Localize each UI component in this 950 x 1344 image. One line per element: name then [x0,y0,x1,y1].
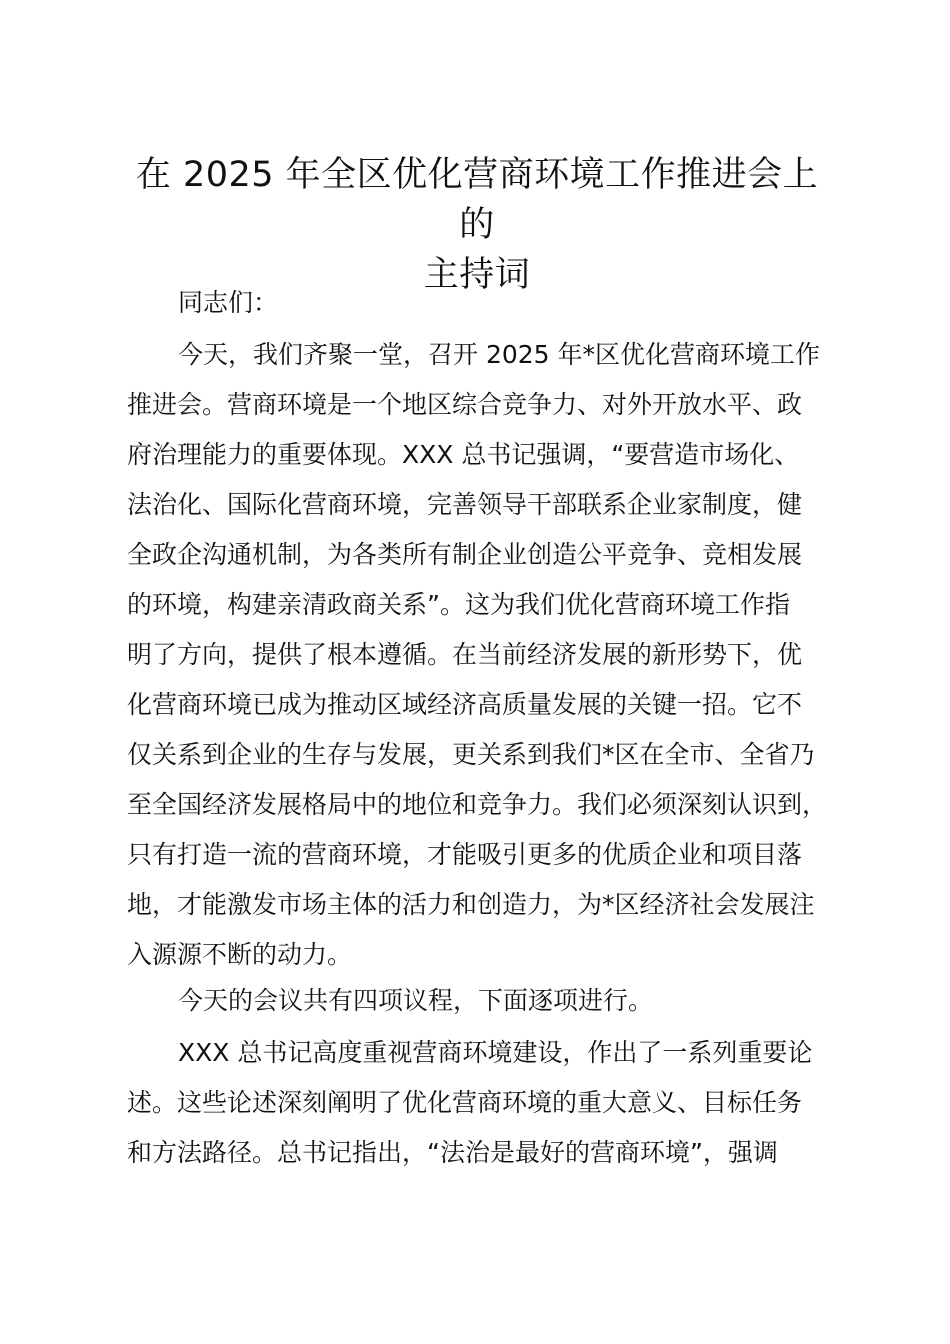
paragraph-2 [127,976,837,1026]
paragraph-1-line: 法治化、国际化营商环境，完善领导干部联系企业家制度，健 [127,490,803,519]
paragraph-1 [127,330,837,980]
salutation [127,278,837,328]
title-line-1: 在 2025 年全区优化营商环境工作推进会上的 [135,155,819,245]
paragraph-1-line: 化营商环境已成为推动区域经济高质量发展的关键一招。它不 [127,690,803,719]
paragraph-1-line: 全政企沟通机制，为各类所有制企业创造公平竞争、竞相发展 [127,540,803,569]
paragraph-1-line: 仅关系到企业的生存与发展，更关系到我们*区在全市、全省乃 [127,740,815,769]
paragraph-1-line: 的环境，构建亲清政商关系”。这为我们优化营商环境工作指 [127,590,790,619]
salutation-text: 同志们： [178,288,279,317]
paragraph-3-line: XXX 总书记高度重视营商环境建设，作出了一系列重要论 [178,1038,813,1067]
paragraph-1-line: 明了方向，提供了根本遵循。在当前经济发展的新形势下，优 [127,640,803,669]
paragraph-1-line: 推进会。营商环境是一个地区综合竞争力、对外开放水平、政 [127,390,803,419]
paragraph-1-line: 只有打造一流的营商环境，才能吸引更多的优质企业和项目落 [127,840,803,869]
paragraph-1-line: 今天，我们齐聚一堂，召开 2025 年*区优化营商环境工作 [178,340,821,369]
paragraph-3-line: 和方法路径。总书记指出，“法治是最好的营商环境”，强调 [127,1138,778,1167]
paragraph-3-line: 述。这些论述深刻阐明了优化营商环境的重大意义、目标任务 [127,1088,803,1117]
paragraph-1-line: 地，才能激发市场主体的活力和创造力，为*区经济社会发展注 [127,890,815,919]
paragraph-1-line: 入源源不断的动力。 [127,940,353,969]
paragraph-2-line: 今天的会议共有四项议程，下面逐项进行。 [178,986,654,1015]
title-line-2: 主持词 [423,255,531,295]
paragraph-1-line: 府治理能力的重要体现。XXX 总书记强调，“要营造市场化、 [127,440,800,469]
paragraph-3 [127,1028,837,1178]
paragraph-1-line: 至全国经济发展格局中的地位和竞争力。我们必须深刻认识到， [127,790,828,819]
